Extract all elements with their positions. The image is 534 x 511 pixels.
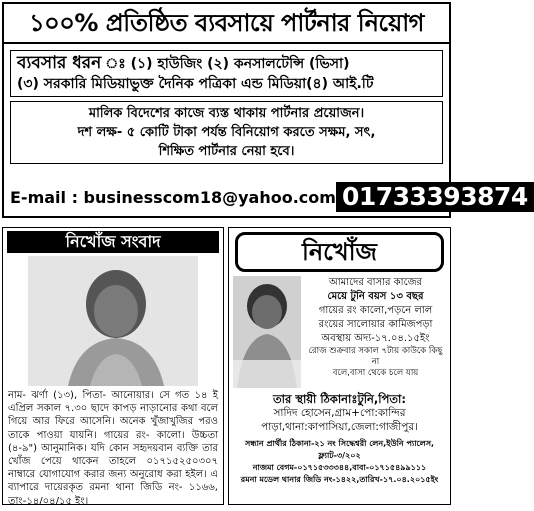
owner-box [10,101,443,164]
contact-footer [229,434,450,486]
girl-photo-icon [28,256,198,386]
missing-notice-right [228,227,451,505]
girl-photo-icon [233,276,301,388]
right-line-3: গায়ের রং কালো,পড়নে লাল [318,305,433,316]
right-line-4: রংয়ের সালোয়ার কামিজপড়া [318,319,433,330]
missing-notice-left [2,227,224,505]
business-type-box [10,50,443,97]
business-items-1: ঃ (১) হাউজিং (২) কনসালটেন্সি (ভিসা) [125,56,350,72]
missing-banner-right: নিখোঁজ [235,232,444,272]
ad-title: ১০০% প্রতিষ্ঠিত ব্যবসায়ে পার্টনার নিয়োগ [4,4,449,44]
right-line-1: আমাদের বাসার কাজের [328,277,423,288]
owner-line-3: শিক্ষিত পার্টনার নেয়া হবে। [158,144,295,159]
right-line-7: বলে,বাসা থেকে চলে যায় [332,368,419,378]
right-description [301,276,446,388]
business-line-2: (৩) সরকারি মিডিয়াভুক্ত দৈনিক পত্রিকা এন্ড মিডিয়া(৪) আই.টি [17,76,374,92]
address-line-1: সাদিদ হোসেন,গ্রাম+পো:কান্দির [273,407,406,419]
address-label: তার স্থায়ী ঠিকানাঃটুনি,পিতা: [273,392,406,406]
owner-line-2: দশ লক্ষ- ৫ কোটি টাকা পর্যন্ত বিনিয়োগ করতে সক্ষম, সৎ, [77,125,376,140]
footer-line-2: নাজমা বেগম-০১৭১৫৩৩৩৪৪,বাবা-০১৭১৫৪৯৯১১১ [252,463,427,472]
address-line-2: পাড়া,থানা:কাপাসিয়া,জেলা:গাজীপুর। [261,421,418,433]
partner-ad [2,2,528,218]
contact-row [10,182,528,212]
right-line-5: অবস্থায় অদ্য-১৭.০৪.১৫ইং [321,333,430,344]
business-label: ব্যবসার ধরন [17,53,102,73]
missing-banner-left: নিখোঁজ সংবাদ [7,231,219,253]
footer-line-1: সন্ধান প্রার্থীর ঠিকানা-২১ নং সিদ্ধেশ্বরী লেন,ইউনি প্যালেস, ফ্ল্যাট-৩/২০২ [244,439,435,460]
email-text: E-mail : businesscom18@yahoo.com [10,187,336,207]
phone-number: 01733393874 [336,182,534,212]
permanent-address [229,388,450,434]
owner-line-1: মালিক বিদেশের কাজে ব্যস্ত থাকায় পার্টনার প্রয়োজন। [88,106,365,121]
business-line-1 [17,53,436,74]
right-line-2: মেয়ে টুনি বয়স ১৩ বছর [327,291,424,302]
missing-left-body: নাম- ঝর্ণা (১৩), পিতা- আনোয়ার। সে গত ১৪ ই এপ্রিল সকাল ৭.৩০ ছাদে কাপড় নাড়ানোর কথা বলে গিয়ে আর ফিরে আসেনি। অনেক খুঁজাখুজির পরও তাকে পাওয়া যায়নি। গায়ের রং- কালো। উচ্চতা (৪-৯") আনুমানিক। যদি কোন সহৃদয়বান ব্যক্তি তার খোঁজ পেয়ে থাকেন তাহলে ০১৭১৫২৫০৩০৭ নাম্বারে যোগাযোগ করার জন্য অনুরোধ করা হইল। এ ব্যাপারে দায়েরকৃত রমনা থানা জিডি নং- ১১৬৬, তাং-১৪/০৪/১৫ ইং। [8,390,218,507]
right-line-6: রোজ শুক্রবার সকাল ৭টায় কাউকে কিছু না [308,346,443,367]
footer-line-3: রমনা মডেল থানার জিডি নং-১৪২২,তারিখ-১৭.০৪.২০১৫ইং [240,475,439,484]
right-top-section [229,274,450,388]
